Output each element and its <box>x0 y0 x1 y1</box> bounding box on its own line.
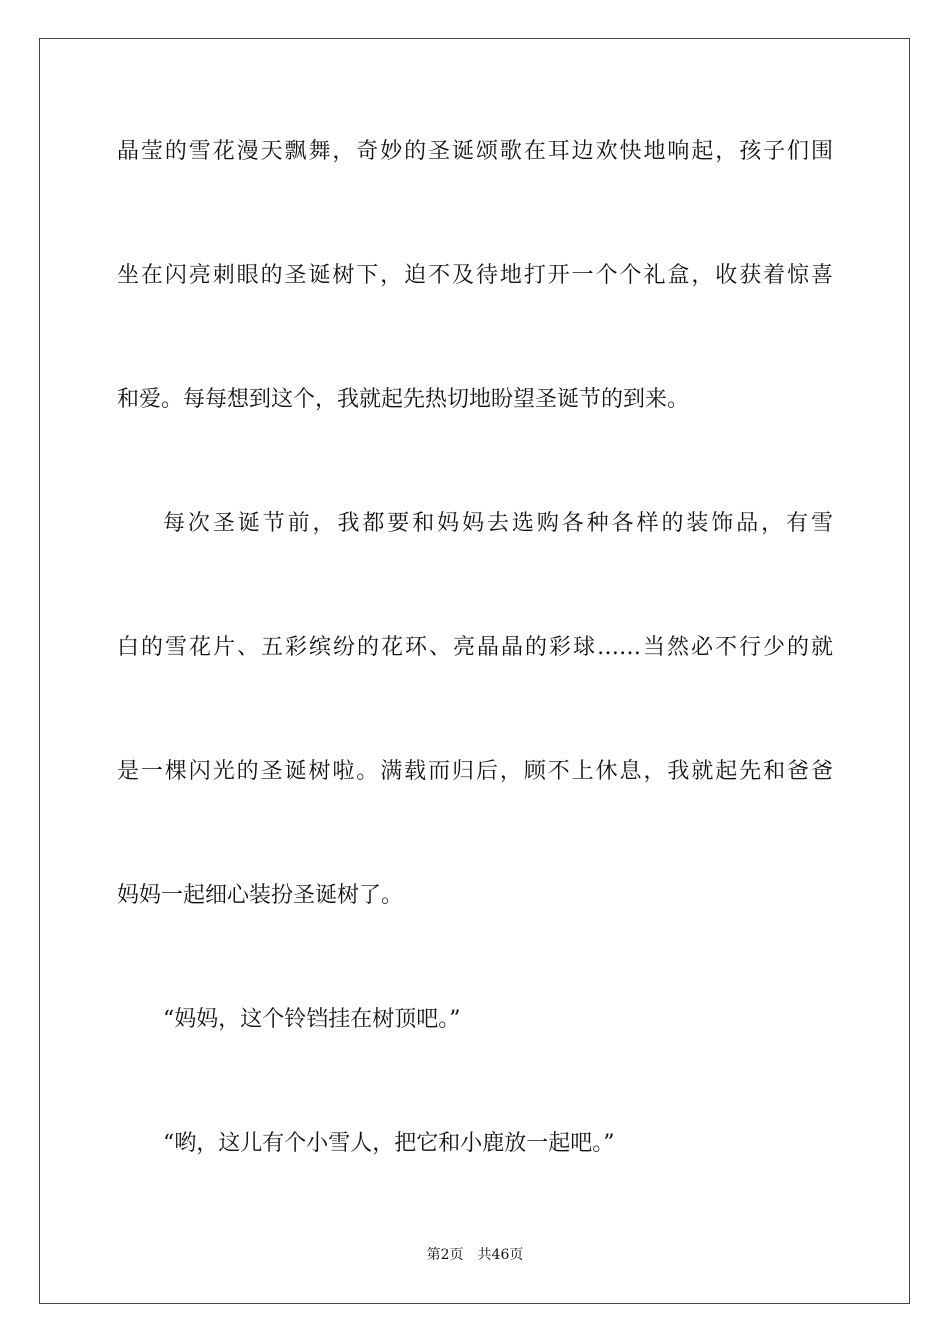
text-line-4: 每次圣诞节前，我都要和妈妈去选购各种各样的装饰品，有雪 <box>163 511 833 536</box>
text-line-1: 晶莹的雪花漫天飘舞，奇妙的圣诞颂歌在耳边欢快地响起，孩子们围 <box>117 139 833 164</box>
dialogue-line-1: “妈妈，这个铃铛挂在树顶吧。” <box>163 1007 461 1032</box>
page-footer <box>0 1245 950 1265</box>
text-line-3: 和爱。每每想到这个，我就起先热切地盼望圣诞节的到来。 <box>117 387 690 412</box>
text-line-5: 白的雪花片、五彩缤纷的花环、亮晶晶的彩球……当然必不行少的就 <box>117 635 833 660</box>
total-pages: 共46页 <box>477 1247 524 1263</box>
text-line-7: 妈妈一起细心装扮圣诞树了。 <box>117 883 404 908</box>
page-number: 第2页 <box>426 1247 464 1263</box>
page-frame <box>39 38 910 1304</box>
text-line-2: 坐在闪亮刺眼的圣诞树下，迫不及待地打开一个个礼盒，收获着惊喜 <box>117 263 833 288</box>
dialogue-line-2: “哟，这儿有个小雪人，把它和小鹿放一起吧。” <box>163 1131 615 1156</box>
text-line-6: 是一棵闪光的圣诞树啦。满载而归后，顾不上休息，我就起先和爸爸 <box>117 759 833 784</box>
